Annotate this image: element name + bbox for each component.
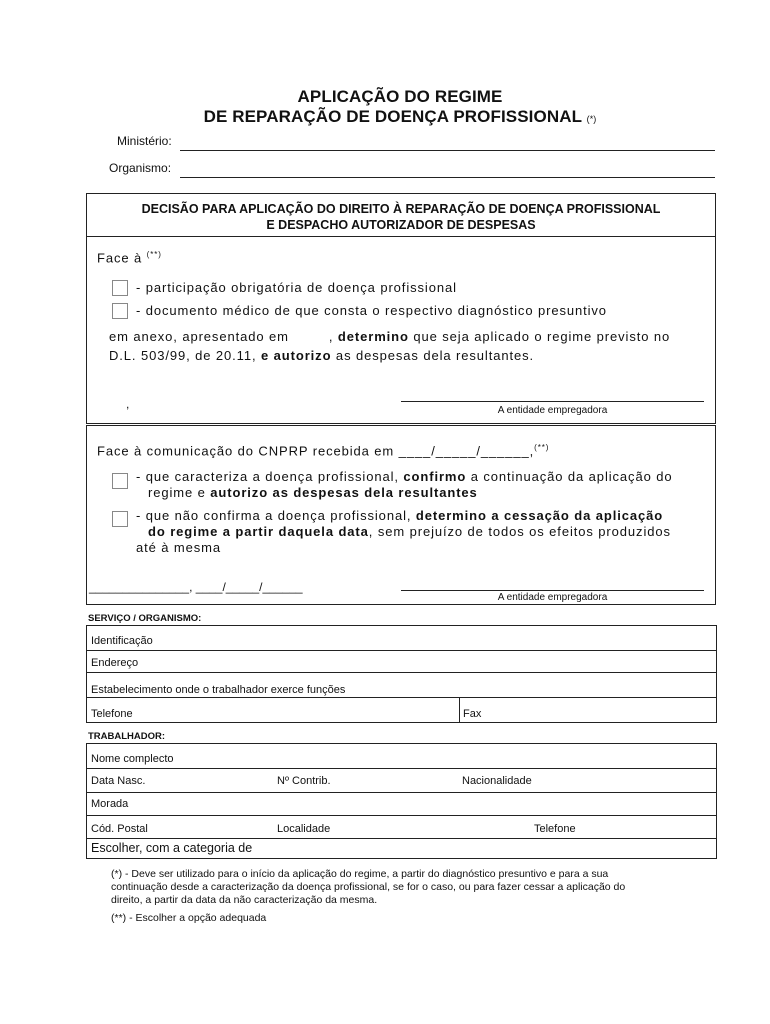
cod-postal-field[interactable]: Cód. Postal xyxy=(91,823,148,835)
option-documento-label: - documento médico de que consta o respectivo diagnóstico presuntivo xyxy=(136,303,607,318)
option-confirma-line-1 xyxy=(136,469,672,484)
cnprp-signature-label: A entidade empregadora xyxy=(497,592,608,603)
para-bold-determino: determino xyxy=(337,329,409,344)
ministerio-label: Ministério: xyxy=(117,134,172,148)
opt2-line2-text: , sem prejuízo de todos os efeitos produzidos xyxy=(368,524,671,539)
nacionalidade-field[interactable]: Nacionalidade xyxy=(462,775,532,787)
decisao-place-comma: , xyxy=(126,397,130,411)
option-cessacao-checkbox[interactable] xyxy=(112,511,128,527)
decisao-heading-line-2: E DESPACHO AUTORIZADOR DE DESPESAS xyxy=(266,218,536,232)
para-bold-autorizo: e autorizo xyxy=(261,348,332,363)
ministerio-field[interactable] xyxy=(180,150,715,151)
face-a-text: Face à xyxy=(97,250,143,266)
para-text-2: , xyxy=(328,329,338,344)
contrib-field[interactable]: Nº Contrib. xyxy=(277,775,331,787)
localidade-field[interactable]: Localidade xyxy=(277,823,331,835)
organismo-field[interactable] xyxy=(180,177,715,178)
footnote-1-line-1: (*) - Deve ser utilizado para o início da aplicação do regime, a partir do diagnóstico presuntivo e para a sua xyxy=(111,868,609,880)
morada-field[interactable]: Morada xyxy=(91,798,129,810)
servico-telefone-field[interactable]: Telefone xyxy=(91,708,133,720)
servico-col-divider xyxy=(459,697,460,722)
trabalhador-heading: TRABALHADOR: xyxy=(88,731,166,742)
opt2-bold: determino a cessação da aplicação xyxy=(415,508,664,523)
option-confirma-checkbox[interactable] xyxy=(112,473,128,489)
servico-table xyxy=(86,625,717,723)
data-nasc-field[interactable]: Data Nasc. xyxy=(91,775,146,787)
footnote-1-line-3: direito, a partir da data da não caracterização da mesma. xyxy=(111,894,378,906)
cnprp-date-line[interactable]: _______________, ____/_____/______ xyxy=(89,580,303,594)
servico-row-divider-1 xyxy=(86,650,717,651)
title-line-2 xyxy=(0,107,770,127)
cnprp-signature-line[interactable] xyxy=(401,590,704,591)
trabalhador-row-divider-3 xyxy=(86,815,717,816)
footnote-1 xyxy=(111,868,625,907)
face-a-label xyxy=(97,250,162,265)
para-text-1: em anexo, apresentado em xyxy=(109,329,289,344)
option-confirma-line-2 xyxy=(148,485,478,500)
fax-field[interactable]: Fax xyxy=(463,708,482,720)
cnprp-intro-text: Face à comunicação do CNPRP recebida em ____/_____/______, xyxy=(97,443,535,459)
servico-row-divider-2 xyxy=(86,672,717,673)
estabelecimento-field[interactable]: Estabelecimento onde o trabalhador exerce funções xyxy=(91,684,346,696)
opt1-line2-bold: autorizo as despesas dela resultantes xyxy=(210,485,478,500)
opt2-text-1: - que não confirma a doença profissional, xyxy=(136,508,416,523)
identificacao-field[interactable]: Identificação xyxy=(91,635,153,647)
option-documento-checkbox[interactable] xyxy=(112,303,128,319)
face-a-mark: (**) xyxy=(146,250,162,259)
servico-row-divider-3 xyxy=(86,697,717,698)
para-line2-text-2: as despesas dela resultantes. xyxy=(331,348,535,363)
footnote-1-line-2: continuação desde a caracterização da doença profissional, se for o caso, ou para fazer cessar a aplicação do xyxy=(111,881,626,893)
decisao-signature-label: A entidade empregadora xyxy=(497,405,608,416)
organismo-label: Organismo: xyxy=(109,161,172,175)
opt1-line2-text: regime e xyxy=(148,485,211,500)
nome-field[interactable]: Nome complecto xyxy=(91,753,174,765)
endereco-field[interactable]: Endereço xyxy=(91,657,139,669)
option-cessacao-line-2 xyxy=(148,524,671,539)
trabalhador-row-divider-4 xyxy=(86,838,717,839)
option-cessacao-line-3: até à mesma xyxy=(136,540,222,555)
cnprp-intro-mark: (**) xyxy=(534,443,550,452)
title-mark: (*) xyxy=(586,114,597,124)
decisao-heading-line-1: DECISÃO PARA APLICAÇÃO DO DIREITO À REPARAÇÃO DE DOENÇA PROFISSIONAL xyxy=(141,202,661,216)
trabalhador-row-divider-2 xyxy=(86,792,717,793)
decisao-signature-line[interactable] xyxy=(401,401,704,402)
decisao-paragraph-line-2 xyxy=(109,348,534,363)
footnote-2: (**) - Escolher a opção adequada xyxy=(111,912,267,924)
cnprp-intro xyxy=(97,443,549,458)
option-cessacao-line-1 xyxy=(136,508,663,523)
option-participacao-label: - participação obrigatória de doença profissional xyxy=(136,280,457,295)
para-text-3: que seja aplicado o regime previsto no xyxy=(408,329,671,344)
opt1-text-2: a continuação da aplicação do xyxy=(466,469,673,484)
title-line-2-text: DE REPARAÇÃO DE DOENÇA PROFISSIONAL xyxy=(203,107,582,126)
decisao-divider xyxy=(86,236,716,237)
servico-heading: SERVIÇO / ORGANISMO: xyxy=(88,613,202,624)
decisao-heading xyxy=(86,201,716,233)
para-line2-text-1: D.L. 503/99, de 20.11, xyxy=(109,348,262,363)
title-line-1: APLICAÇÃO DO REGIME xyxy=(297,87,503,106)
trabalhador-row-divider-1 xyxy=(86,768,717,769)
decisao-paragraph-line-1 xyxy=(109,329,670,344)
opt1-text-1: - que caracteriza a doença profissional, xyxy=(136,469,404,484)
opt1-bold: confirmo xyxy=(403,469,467,484)
opt2-line2-bold: do regime a partir daquela data xyxy=(148,524,369,539)
categoria-dropdown[interactable]: Escolher, com a categoria de xyxy=(91,841,253,855)
option-participacao-checkbox[interactable] xyxy=(112,280,128,296)
trabalhador-telefone-field[interactable]: Telefone xyxy=(534,823,576,835)
